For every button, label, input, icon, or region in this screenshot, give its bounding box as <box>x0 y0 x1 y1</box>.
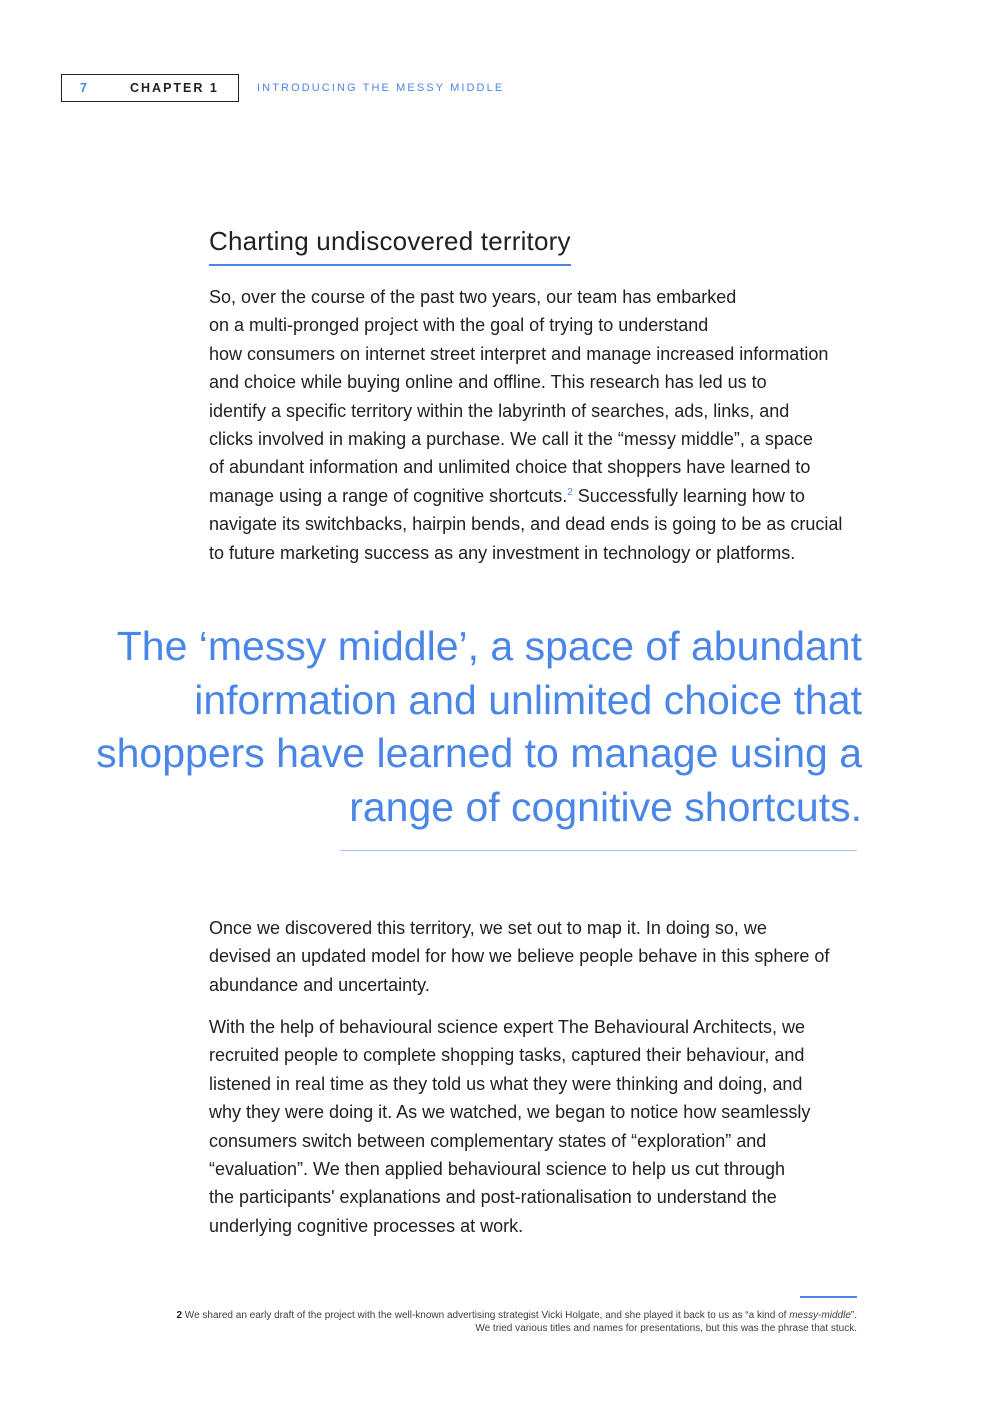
pull-quote-divider <box>340 850 857 851</box>
footnote-line: We tried various titles and names for presentations, but this was the phrase that stuck. <box>475 1323 857 1334</box>
paragraph-line: to future marketing success as any investment in technology or platforms. <box>209 542 796 563</box>
paragraph-line: listened in real time as they told us what they were thinking and doing, and <box>209 1073 803 1094</box>
paragraph-line: With the help of behavioural science expert The Behavioural Architects, we <box>209 1017 805 1037</box>
chapter-label: CHAPTER 1 <box>130 81 219 95</box>
method-paragraph <box>209 1013 864 1240</box>
paragraph-line: on a multi-pronged project with the goal of trying to understand <box>209 315 709 336</box>
paragraph-line: identify a specific territory within the labyrinth of searches, ads, links, and <box>209 400 790 421</box>
section-heading: Charting undiscovered territory <box>209 226 571 266</box>
paragraph-line: “evaluation”. We then applied behavioural science to help us cut through <box>209 1159 786 1180</box>
footnote-number: 2 <box>176 1310 183 1321</box>
paragraph-line: underlying cognitive processes at work. <box>209 1215 524 1236</box>
chapter-badge <box>61 74 239 102</box>
footnote-reference[interactable]: 2 <box>567 486 573 498</box>
paragraph-line: of abundant information and unlimited choice that shoppers have learned to <box>209 457 811 478</box>
pull-quote-line: information and unlimited choice that <box>194 676 862 723</box>
pull-quote-line: shoppers have learned to manage using a <box>96 730 862 776</box>
paragraph-line: Once we discovered this territory, we set out to map it. In doing so, we <box>209 918 767 938</box>
intro-paragraph <box>209 283 864 567</box>
footnote-text: We shared an early draft of the project with the well-known advertising strategist Vicki Holgate, and she played it back to us as “a kind of <box>182 1310 790 1321</box>
paragraph-text: Successfully learning how to <box>572 485 805 506</box>
paragraph-line: the participants' explanations and post-rationalisation to understand the <box>209 1187 777 1208</box>
discovery-paragraph <box>209 914 864 999</box>
footnote-divider <box>800 1296 857 1298</box>
paragraph-line: and choice while buying online and offline. This research has led us to <box>209 372 767 393</box>
paragraph-text: manage using a range of cognitive shortcuts. <box>209 485 568 506</box>
footnote-text-end: ”. <box>850 1310 857 1321</box>
paragraph-line: devised an updated model for how we believe people behave in this sphere of <box>209 946 830 967</box>
section-title: INTRODUCING THE MESSY MIDDLE <box>257 82 505 94</box>
paragraph-line: navigate its switchbacks, hairpin bends, and dead ends is going to be as crucial <box>209 514 843 535</box>
paragraph-line: recruited people to complete shopping tasks, captured their behaviour, and <box>209 1045 805 1066</box>
paragraph-line: how consumers on internet street interpret and manage increased information <box>209 343 829 364</box>
paragraph-line: why they were doing it. As we watched, we began to notice how seamlessly <box>209 1102 811 1123</box>
footnote-line <box>97 1309 857 1322</box>
paragraph-line: abundance and uncertainty. <box>209 974 430 995</box>
paragraph-line <box>209 482 864 510</box>
footnote <box>97 1309 857 1335</box>
pull-quote-line: range of cognitive shortcuts. <box>349 783 862 830</box>
footnote-emphasis: messy-middle <box>789 1310 851 1321</box>
paragraph-line: consumers switch between complementary states of “exploration” and <box>209 1130 767 1151</box>
paragraph-line: So, over the course of the past two years, our team has embarked <box>209 287 737 307</box>
paragraph-line: clicks involved in making a purchase. We call it the “messy middle”, a space <box>209 429 813 450</box>
pull-quote-line: The ‘messy middle’, a space of abundant <box>116 623 862 669</box>
pull-quote <box>62 620 862 834</box>
page-number: 7 <box>80 81 89 95</box>
